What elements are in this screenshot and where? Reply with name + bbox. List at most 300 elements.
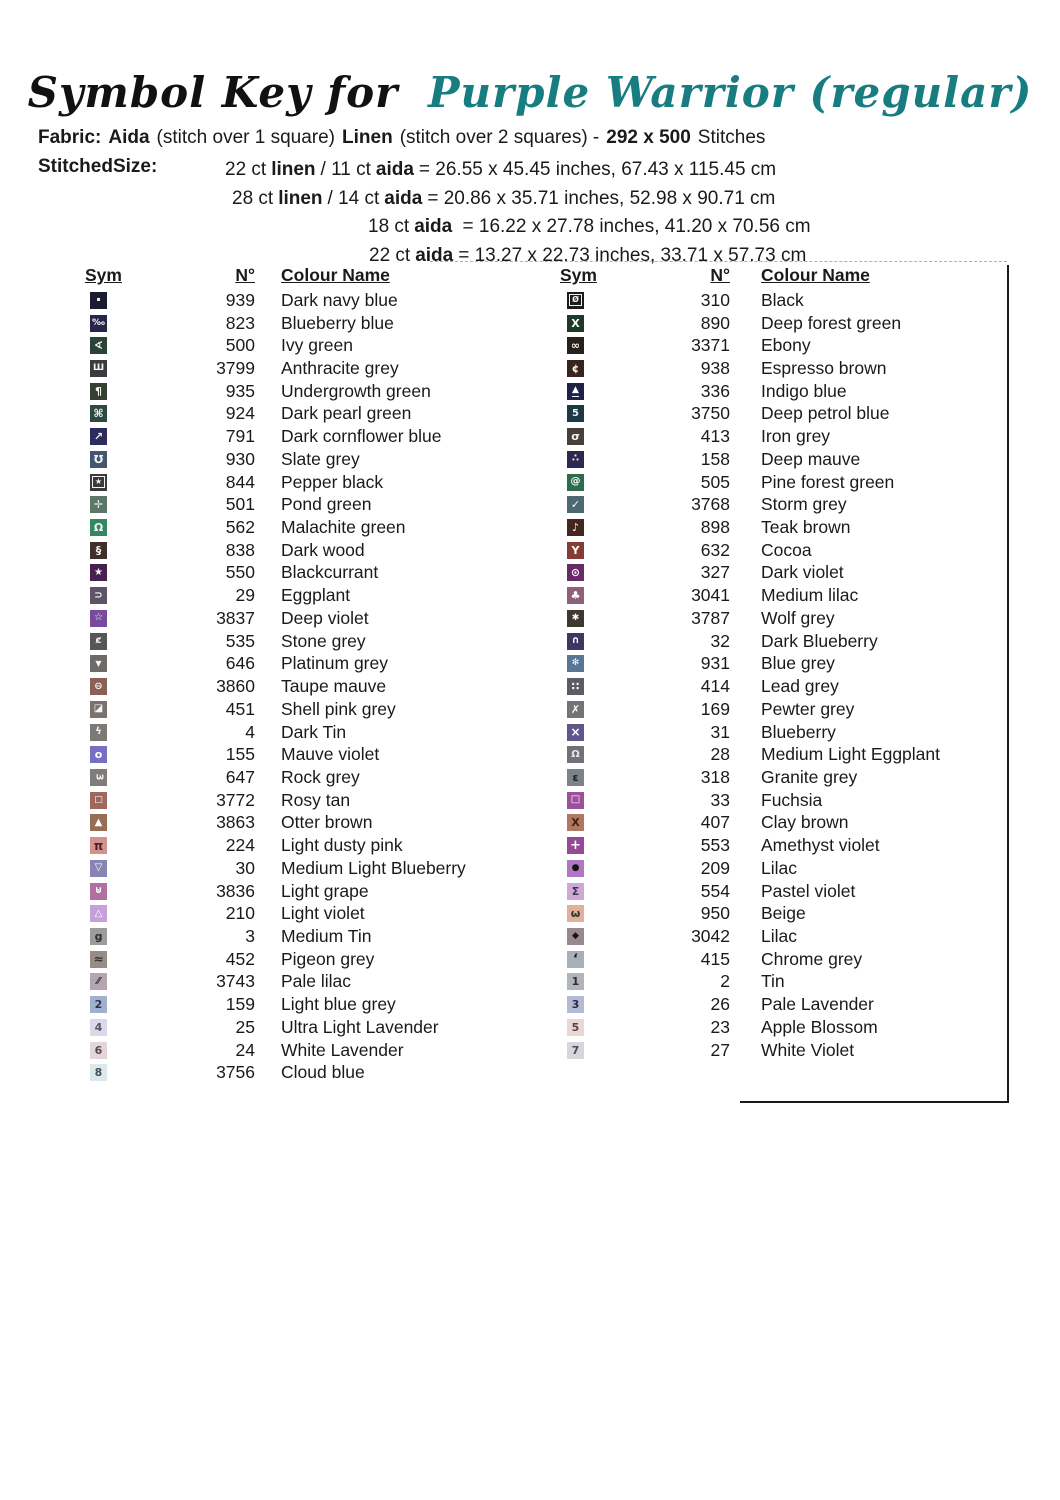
- floss-number: 31: [710, 721, 730, 742]
- floss-number: 2: [720, 971, 730, 992]
- symbol-cell: [560, 428, 589, 445]
- colour-name: Deep violet: [281, 607, 369, 628]
- key-box-bottom-border: [740, 1101, 1009, 1103]
- symbol-swatch: [567, 496, 584, 513]
- symbol-cell: [85, 292, 112, 309]
- symbol-key-row: [85, 289, 525, 312]
- symbol-key-row: [560, 1039, 1000, 1062]
- symbol-swatch: [567, 951, 584, 968]
- symbol-cell: [560, 814, 589, 831]
- symbol-swatch: [567, 860, 584, 877]
- symbol-glyph: @: [570, 476, 581, 488]
- symbol-glyph: ✓: [570, 498, 581, 512]
- symbol-key-row: [560, 971, 1000, 994]
- colour-name: Medium lilac: [761, 585, 859, 606]
- symbol-glyph: ⌘: [93, 407, 104, 421]
- symbol-glyph: ϟ: [95, 726, 102, 738]
- floss-number: 500: [225, 335, 255, 356]
- symbol-glyph: 5: [572, 407, 579, 419]
- symbol-cell: [560, 905, 589, 922]
- symbol-swatch: [567, 610, 584, 627]
- symbol-key-row: [560, 834, 1000, 857]
- symbol-cell: [85, 405, 112, 422]
- symbol-key-row: [560, 334, 1000, 357]
- colour-name: Eggplant: [281, 585, 351, 606]
- symbol-glyph: ✛: [93, 498, 104, 512]
- floss-number: 414: [700, 676, 730, 697]
- symbol-key-row: [85, 471, 525, 494]
- symbol-glyph: ≈: [93, 952, 104, 967]
- colour-name: Beige: [761, 903, 806, 924]
- symbol-glyph: g: [94, 929, 103, 943]
- colour-name: Granite grey: [761, 766, 858, 787]
- symbol-key-row: [85, 971, 525, 994]
- symbol-swatch: [567, 292, 584, 309]
- floss-number: 3: [245, 925, 255, 946]
- key-box-right-border: [1007, 265, 1009, 1103]
- stitched-size-line: [232, 185, 816, 214]
- symbol-key-row: [85, 562, 525, 585]
- symbol-glyph: o: [94, 748, 103, 762]
- fabric-info-part: (stitch over 1 square): [156, 127, 336, 148]
- colour-name: Anthracite grey: [281, 358, 399, 379]
- symbol-glyph: ●: [571, 862, 580, 873]
- symbol-glyph: ∴: [572, 453, 579, 465]
- symbol-cell: [85, 655, 112, 672]
- symbol-swatch: [567, 564, 584, 581]
- colour-name: Storm grey: [761, 494, 847, 515]
- symbol-cell: [85, 951, 112, 968]
- stitched-size-label: StitchedSize:: [38, 156, 158, 177]
- colour-name: Medium Light Eggplant: [761, 744, 940, 765]
- symbol-cell: [85, 315, 112, 332]
- colour-name: White Lavender: [281, 1039, 404, 1060]
- table-body-left: [85, 289, 525, 1084]
- symbol-cell: [85, 769, 112, 786]
- symbol-glyph: §: [95, 543, 102, 557]
- symbol-cell: [85, 337, 112, 354]
- column-header-number: N°: [235, 265, 255, 285]
- symbol-cell: [85, 792, 112, 809]
- symbol-glyph: ∩: [571, 635, 580, 647]
- colour-name: Cocoa: [761, 539, 812, 560]
- symbol-key-row: [560, 948, 1000, 971]
- symbol-swatch: [90, 769, 107, 786]
- symbol-swatch: [90, 315, 107, 332]
- stitched-size-part: / 14 ct: [327, 187, 380, 209]
- symbol-swatch: [567, 383, 584, 400]
- symbol-swatch: [567, 996, 584, 1013]
- symbol-key-row: [560, 403, 1000, 426]
- symbol-cell: [85, 610, 112, 627]
- colour-name: Indigo blue: [761, 380, 847, 401]
- symbol-glyph: ȼ: [95, 635, 102, 647]
- symbol-swatch: [567, 655, 584, 672]
- symbol-swatch: [90, 428, 107, 445]
- symbol-glyph: ∢: [93, 339, 104, 353]
- symbol-cell: [560, 1042, 589, 1059]
- symbol-key-row: [560, 743, 1000, 766]
- symbol-key-row: [560, 584, 1000, 607]
- colour-name: Blueberry blue: [281, 312, 394, 333]
- colour-name: Ultra Light Lavender: [281, 1016, 439, 1037]
- floss-number: 209: [700, 857, 730, 878]
- column-header-sym: Sym: [560, 265, 597, 285]
- symbol-swatch: [90, 701, 107, 718]
- stitched-size-part: 22 ct: [369, 244, 411, 266]
- symbol-cell: [560, 337, 589, 354]
- colour-name: Pastel violet: [761, 880, 856, 901]
- colour-name: Deep petrol blue: [761, 403, 890, 424]
- symbol-key-row: [85, 948, 525, 971]
- colour-name: Dark Tin: [281, 721, 347, 742]
- symbol-swatch: [567, 542, 584, 559]
- floss-number: 407: [700, 812, 730, 833]
- symbol-key-row: [560, 766, 1000, 789]
- floss-number: 33: [710, 789, 730, 810]
- floss-number: 318: [700, 766, 730, 787]
- symbol-swatch: [567, 678, 584, 695]
- floss-number: 501: [225, 494, 255, 515]
- symbol-cell: [85, 451, 112, 468]
- colour-name: Lilac: [761, 925, 797, 946]
- colour-name: Blueberry: [761, 721, 836, 742]
- symbol-cell: [85, 814, 112, 831]
- floss-number: 159: [225, 994, 255, 1015]
- floss-number: 30: [235, 857, 255, 878]
- floss-number: 336: [700, 380, 730, 401]
- colour-name: Medium Tin: [281, 925, 372, 946]
- floss-number: 898: [700, 517, 730, 538]
- floss-number: 28: [710, 744, 730, 765]
- symbol-swatch: [90, 837, 107, 854]
- symbol-glyph: ⁄⁄: [96, 975, 101, 987]
- symbol-cell: [560, 587, 589, 604]
- colour-name: Dark wood: [281, 539, 365, 560]
- symbol-cell: [85, 360, 112, 377]
- symbol-glyph: Χ: [571, 816, 580, 830]
- symbol-key-row: [85, 857, 525, 880]
- symbol-key-row: [560, 607, 1000, 630]
- colour-name: Chrome grey: [761, 948, 863, 969]
- floss-number: 169: [700, 698, 730, 719]
- symbol-glyph: □: [94, 794, 103, 805]
- colour-name: Medium Light Blueberry: [281, 857, 466, 878]
- symbol-glyph: Ω: [93, 521, 104, 535]
- floss-number: 3371: [691, 335, 730, 356]
- stitched-size-line: [225, 156, 816, 185]
- symbol-swatch: [90, 655, 107, 672]
- colour-name: Clay brown: [761, 812, 849, 833]
- floss-number: 3772: [216, 789, 255, 810]
- fabric-info-part: (stitch over 2 squares) -: [399, 127, 600, 148]
- colour-name: Apple Blossom: [761, 1016, 878, 1037]
- symbol-cell: [560, 655, 589, 672]
- symbol-cell: [560, 519, 589, 536]
- stitched-size-part: = 26.55 x 45.45 inches, 67.43 x 115.45 cm: [418, 159, 777, 180]
- symbol-key-row: [560, 789, 1000, 812]
- colour-name: Undergrowth green: [281, 380, 431, 401]
- symbol-key-row: [560, 653, 1000, 676]
- stitched-size-block: [38, 156, 816, 270]
- symbol-cell: [85, 474, 112, 491]
- symbol-swatch: [567, 337, 584, 354]
- stitched-size-part: = 20.86 x 35.71 inches, 52.98 x 90.71 cm: [427, 187, 776, 209]
- symbol-key-row: [85, 607, 525, 630]
- symbol-swatch: [90, 405, 107, 422]
- symbol-swatch: [567, 474, 584, 491]
- symbol-cell: [85, 587, 112, 604]
- symbol-glyph: 6: [94, 1043, 103, 1057]
- symbol-glyph: ↗: [93, 430, 104, 444]
- symbol-glyph: ★: [92, 476, 105, 488]
- colour-name: Deep mauve: [761, 448, 861, 469]
- symbol-glyph: ♣: [570, 589, 581, 603]
- symbol-glyph: □: [570, 794, 581, 806]
- symbol-glyph: Ш: [92, 363, 105, 374]
- symbol-swatch: [90, 360, 107, 377]
- symbol-key-row: [85, 516, 525, 539]
- symbol-cell: [560, 883, 589, 900]
- colour-name: Lead grey: [761, 676, 839, 697]
- colour-name: Malachite green: [281, 517, 406, 538]
- symbol-key-row: [85, 1016, 525, 1039]
- colour-name: Pale lilac: [281, 971, 352, 992]
- colour-name: Stone grey: [281, 630, 366, 651]
- symbol-glyph: ℧: [93, 452, 104, 466]
- table-header-row: [560, 265, 1000, 289]
- symbol-swatch: [567, 769, 584, 786]
- colour-name: Light violet: [281, 903, 365, 924]
- symbol-key-row: [560, 630, 1000, 653]
- colour-name: Wolf grey: [761, 607, 835, 628]
- colour-name: White Violet: [761, 1039, 855, 1060]
- colour-name: Amethyst violet: [761, 835, 880, 856]
- symbol-swatch: [90, 996, 107, 1013]
- colour-name: Dark pearl green: [281, 403, 412, 424]
- table-body-right: [560, 289, 1000, 1061]
- floss-number: 931: [700, 653, 730, 674]
- symbol-swatch: [567, 883, 584, 900]
- symbol-swatch: [90, 746, 107, 763]
- symbol-glyph: ▲: [572, 384, 579, 395]
- colour-name: Deep forest green: [761, 312, 902, 333]
- symbol-swatch: [567, 724, 584, 741]
- symbol-cell: [560, 678, 589, 695]
- symbol-cell: [560, 996, 589, 1013]
- floss-number: 930: [225, 448, 255, 469]
- symbol-swatch: [567, 360, 584, 377]
- floss-number: 451: [225, 698, 255, 719]
- pattern-name: Purple Warrior (regular): [427, 68, 1033, 117]
- symbol-glyph: Ø: [569, 294, 582, 306]
- symbol-cell: [560, 928, 589, 945]
- stitched-size-part: = 13.27 x 22.73 inches, 33.71 x 57.73 cm: [458, 244, 807, 266]
- floss-number: 25: [235, 1016, 255, 1037]
- floss-number: 791: [225, 426, 255, 447]
- symbol-swatch: [567, 1019, 584, 1036]
- symbol-glyph: Ω: [571, 748, 580, 760]
- symbol-key-row: [560, 289, 1000, 312]
- symbol-swatch: [90, 474, 107, 491]
- symbol-swatch: [90, 292, 107, 309]
- floss-number: 632: [700, 539, 730, 560]
- floss-number: 3837: [216, 607, 255, 628]
- floss-number: 3863: [216, 812, 255, 833]
- symbol-key-row: [560, 1016, 1000, 1039]
- symbol-swatch: [567, 746, 584, 763]
- fabric-info-part: 292 x 500: [606, 127, 691, 148]
- symbol-cell: [85, 428, 112, 445]
- colour-name: Blue grey: [761, 653, 835, 674]
- symbol-key-row: [85, 448, 525, 471]
- colour-name: Slate grey: [281, 448, 360, 469]
- symbol-glyph: 1: [571, 975, 580, 989]
- stitched-size-part: 28 ct: [232, 187, 274, 209]
- symbol-key-row: [560, 675, 1000, 698]
- symbol-cell: [85, 542, 112, 559]
- symbol-glyph: σ: [571, 430, 580, 444]
- symbol-cell: [85, 724, 112, 741]
- colour-name: Blackcurrant: [281, 562, 379, 583]
- fabric-info-part: Stitches: [697, 127, 766, 148]
- stitched-size-part: aida: [415, 244, 454, 266]
- symbol-cell: [560, 474, 589, 491]
- symbol-glyph: ⊎: [94, 885, 103, 897]
- symbol-key-row: [85, 357, 525, 380]
- colour-name: Espresso brown: [761, 358, 887, 379]
- symbol-glyph: 3: [93, 773, 105, 781]
- symbol-cell: [560, 633, 589, 650]
- stitched-size-part: = 16.22 x 27.78 inches, 41.20 x 70.56 cm: [457, 216, 811, 237]
- symbol-swatch: [90, 337, 107, 354]
- colour-name: Cloud blue: [281, 1062, 365, 1083]
- symbol-cell: [85, 383, 112, 400]
- symbol-swatch: [567, 701, 584, 718]
- symbol-glyph: X: [571, 316, 580, 330]
- symbol-key-row: [85, 584, 525, 607]
- fabric-info-part: Linen: [342, 127, 393, 148]
- floss-number: 3041: [691, 585, 730, 606]
- symbol-cell: [85, 860, 112, 877]
- colour-name: Pond green: [281, 494, 372, 515]
- floss-number: 505: [700, 471, 730, 492]
- symbol-cell: [560, 701, 589, 718]
- symbol-table-right: [560, 265, 1000, 1061]
- symbol-swatch: [90, 860, 107, 877]
- symbol-glyph: ▼: [95, 658, 102, 668]
- symbol-cell: [560, 405, 589, 422]
- floss-number: 554: [700, 880, 730, 901]
- colour-name: Tin: [761, 971, 785, 992]
- page-title-prefix: Symbol Key for: [27, 68, 399, 117]
- floss-number: 3768: [691, 494, 730, 515]
- symbol-glyph: ◆: [572, 930, 579, 941]
- floss-number: 823: [225, 312, 255, 333]
- symbol-key-row: [560, 516, 1000, 539]
- floss-number: 413: [700, 426, 730, 447]
- symbol-swatch: [567, 633, 584, 650]
- symbol-glyph: π: [93, 838, 104, 853]
- symbol-key-row: [560, 902, 1000, 925]
- floss-number: 3750: [691, 403, 730, 424]
- symbol-glyph: 2: [94, 998, 103, 1012]
- symbol-cell: [560, 496, 589, 513]
- stitched-size-line: [368, 213, 816, 242]
- symbol-key-row: [560, 357, 1000, 380]
- symbol-swatch: [90, 951, 107, 968]
- symbol-swatch: [567, 1042, 584, 1059]
- symbol-glyph: ‰: [92, 317, 105, 328]
- symbol-swatch: [567, 837, 584, 854]
- stitched-size-part: linen: [278, 187, 323, 209]
- symbol-key-row: [85, 812, 525, 835]
- symbol-key-row: [560, 925, 1000, 948]
- symbol-cell: [85, 905, 112, 922]
- symbol-key-row: [85, 493, 525, 516]
- column-header-colour-name: Colour Name: [761, 265, 870, 285]
- symbol-key-row: [85, 312, 525, 335]
- floss-number: 26: [710, 994, 730, 1015]
- colour-name: Mauve violet: [281, 744, 380, 765]
- symbol-key-row: [85, 698, 525, 721]
- floss-number: 3042: [691, 925, 730, 946]
- symbol-swatch: [567, 814, 584, 831]
- symbol-cell: [560, 1019, 589, 1036]
- colour-name: Dark navy blue: [281, 289, 398, 310]
- colour-name: Otter brown: [281, 812, 373, 833]
- symbol-key-row: [85, 403, 525, 426]
- symbol-cell: [85, 837, 112, 854]
- symbol-swatch: [90, 633, 107, 650]
- floss-number: 844: [225, 471, 255, 492]
- symbol-cell: [85, 633, 112, 650]
- floss-number: 939: [225, 289, 255, 310]
- symbol-swatch: [90, 587, 107, 604]
- floss-number: 3860: [216, 676, 255, 697]
- stitched-size-part: 18 ct: [368, 216, 410, 237]
- symbol-swatch: [90, 451, 107, 468]
- symbol-swatch: [90, 1042, 107, 1059]
- symbol-key-row: [85, 834, 525, 857]
- colour-name: Ivy green: [281, 335, 353, 356]
- table-header-row: [85, 265, 525, 289]
- stitched-size-part: aida: [375, 159, 414, 180]
- symbol-cell: [85, 678, 112, 695]
- symbol-cell: [560, 951, 589, 968]
- colour-name: Light grape: [281, 880, 369, 901]
- symbol-key-row: [560, 721, 1000, 744]
- symbol-swatch: [90, 973, 107, 990]
- symbol-swatch: [567, 587, 584, 604]
- symbol-key-row: [560, 312, 1000, 335]
- symbol-swatch: [90, 1064, 107, 1081]
- symbol-swatch: [90, 678, 107, 695]
- symbol-key-row: [85, 380, 525, 403]
- floss-number: 3836: [216, 880, 255, 901]
- colour-name: Pale Lavender: [761, 994, 874, 1015]
- floss-number: 310: [700, 289, 730, 310]
- symbol-cell: [85, 564, 112, 581]
- symbol-glyph: 5: [571, 1020, 580, 1034]
- colour-name: Rosy tan: [281, 789, 351, 810]
- symbol-glyph: ☆: [94, 612, 103, 624]
- symbol-cell: [560, 383, 589, 400]
- symbol-cell: [85, 496, 112, 513]
- symbol-swatch: [90, 564, 107, 581]
- symbol-cell: [560, 315, 589, 332]
- symbol-glyph: 7: [571, 1043, 580, 1057]
